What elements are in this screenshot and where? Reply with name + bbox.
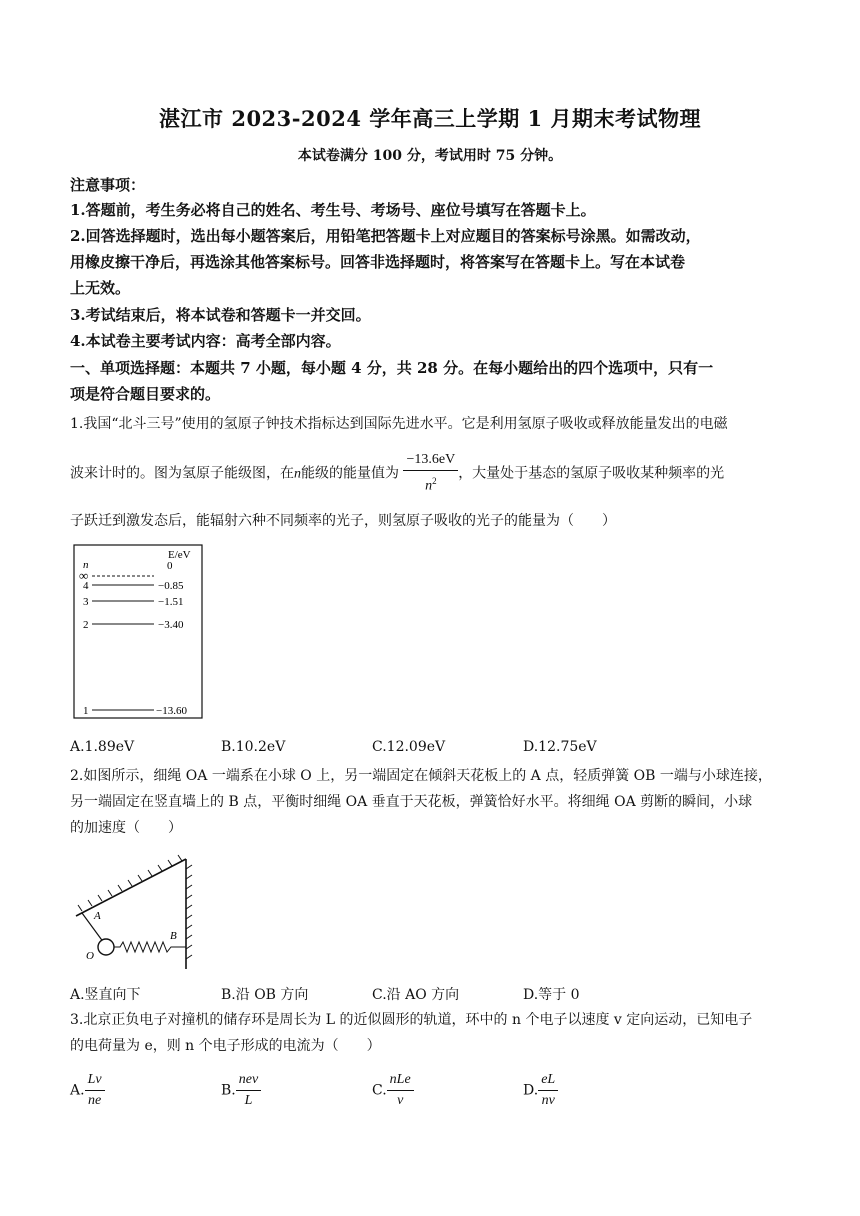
q1-line-1: 1.我国“北斗三号”使用的氢原子钟技术指标达到国际先进水平。它是利用氢原子吸收或释放能量发出的电磁: [70, 416, 728, 432]
wall-hatching: [186, 865, 192, 959]
q1-option-d: D.12.75eV: [523, 739, 597, 755]
q1-line-2-post: ，大量处于基态的氢原子吸收某种频率的光: [458, 465, 725, 482]
notes-item-3: 3.考试结束后，将本试卷和答题卡一并交回。: [70, 306, 371, 324]
q1-fraction-numerator: −13.6eV: [403, 450, 458, 471]
energy-level-diagram: [70, 542, 210, 722]
q3-option-a-letter: A.: [70, 1082, 85, 1099]
q3-option-c-letter: C.: [372, 1082, 387, 1099]
q1-var-n: n: [294, 466, 301, 482]
q3-option-b-numerator: nev: [236, 1070, 261, 1091]
label-b: B: [170, 930, 177, 942]
q2-option-c: C.沿 AO 方向: [372, 987, 460, 1003]
section-1-heading-line-2: 项是符合题目要求的。: [70, 385, 221, 403]
q3-option-c: [372, 1070, 414, 1111]
level-4-label: 4: [83, 580, 89, 592]
diagram-frame: [74, 545, 202, 718]
q2-option-d: D.等于 0: [523, 987, 580, 1003]
notes-heading: 注意事项：: [70, 176, 146, 194]
q3-option-d-fraction: [538, 1070, 558, 1111]
level-3-value: −1.51: [158, 596, 184, 608]
q1-energy-fraction: [403, 450, 458, 497]
q3-option-d-numerator: eL: [538, 1070, 558, 1091]
q1-option-b: B.10.2eV: [221, 739, 286, 755]
q2-line-3: 的加速度（ ）: [70, 820, 182, 836]
q1-line-2-pre: 波来计时的。图为氢原子能级图，在: [70, 465, 294, 482]
inclined-ceiling: [76, 859, 186, 916]
notes-item-2-line-1: 2.回答选择题时，选出每小题答案后，用铅笔把答题卡上对应题目的答案标号涂黑。如需改动，: [70, 227, 701, 245]
ceiling-hatching: [78, 855, 182, 911]
page-subtitle: 本试卷满分 100 分，考试用时 75 分钟。: [297, 148, 563, 164]
level-2-label: 2: [83, 619, 89, 631]
level-infinity-label: ∞: [79, 568, 89, 583]
q3-line-1: 3.北京正负电子对撞机的储存环是周长为 L 的近似圆形的轨道，环中的 n 个电子以速度 v 定向运动，已知电子: [70, 1012, 753, 1028]
q3-option-a-denominator: ne: [87, 1093, 102, 1108]
level-1-label: 1: [83, 705, 89, 717]
level-1-value: −13.60: [156, 705, 187, 717]
q3-option-c-fraction: [387, 1070, 414, 1111]
section-1-heading-line-1: 一、单项选择题：本题共 7 小题，每小题 4 分，共 28 分。在每小题给出的四个选项中，只有一: [70, 359, 714, 377]
notes-item-2-line-3: 上无效。: [70, 279, 131, 297]
q1-fraction-denominator: n: [425, 478, 433, 494]
level-3-label: 3: [83, 596, 89, 608]
diagram-e-label: E/eV: [168, 549, 191, 561]
q3-option-a-fraction: [85, 1070, 105, 1111]
q3-option-d-denominator: nv: [541, 1093, 555, 1108]
q3-option-a: [70, 1070, 105, 1111]
notes-item-1: 1.答题前，考生务必将自己的姓名、考生号、考场号、座位号填写在答题卡上。: [70, 201, 596, 219]
label-o: O: [86, 950, 94, 962]
q3-line-2: 的电荷量为 e，则 n 个电子形成的电流为（ ）: [70, 1038, 381, 1054]
q1-option-c: C.12.09eV: [372, 739, 446, 755]
spring-ball-diagram: [70, 847, 200, 975]
q3-option-b: [221, 1070, 261, 1111]
q2-option-a: A.竖直向下: [70, 987, 141, 1003]
level-2-value: −3.40: [158, 619, 184, 631]
level-zero-value: 0: [167, 560, 173, 572]
q3-option-c-numerator: nLe: [387, 1070, 414, 1091]
q1-fraction-exponent: 2: [432, 476, 437, 486]
label-a: A: [94, 910, 101, 922]
q2-line-2: 另一端固定在竖直墙上的 B 点，平衡时细绳 OA 垂直于天花板，弹簧恰好水平。将细绳 OA 剪断的瞬间，小球: [70, 794, 753, 810]
q3-option-d-letter: D.: [523, 1082, 539, 1099]
ball-o: [98, 939, 114, 955]
q3-option-a-numerator: Lv: [85, 1070, 105, 1091]
q3-option-c-denominator: v: [397, 1093, 404, 1108]
q2-option-b: B.沿 OB 方向: [221, 987, 309, 1003]
notes-item-2-line-2: 用橡皮擦干净后，再选涂其他答案标号。回答非选择题时，将答案写在答题卡上。写在本试卷: [70, 253, 686, 271]
q1-line-2-mid: 能级的能量值为: [301, 465, 399, 482]
q3-option-b-fraction: [236, 1070, 261, 1111]
q1-line-2: [70, 450, 795, 497]
level-4-value: −0.85: [158, 580, 184, 592]
page-title: 湛江市 2023-2024 学年高三上学期 1 月期末考试物理: [159, 106, 701, 131]
diagram-n-label: n: [83, 559, 89, 571]
spring-ob: [114, 942, 186, 952]
q1-option-a: A.1.89eV: [70, 739, 135, 755]
notes-item-4: 4.本试卷主要考试内容：高考全部内容。: [70, 332, 341, 350]
q3-option-b-denominator: L: [244, 1093, 253, 1108]
q1-line-3: 子跃迁到激发态后，能辐射六种不同频率的光子，则氢原子吸收的光子的能量为（ ）: [70, 513, 616, 529]
q2-line-1: 2.如图所示，细绳 OA 一端系在小球 O 上，另一端固定在倾斜天花板上的 A 点，轻质弹簧 OB 一端与小球连接，: [70, 768, 772, 784]
q3-option-d: [523, 1070, 558, 1111]
q3-option-b-letter: B.: [221, 1082, 236, 1099]
